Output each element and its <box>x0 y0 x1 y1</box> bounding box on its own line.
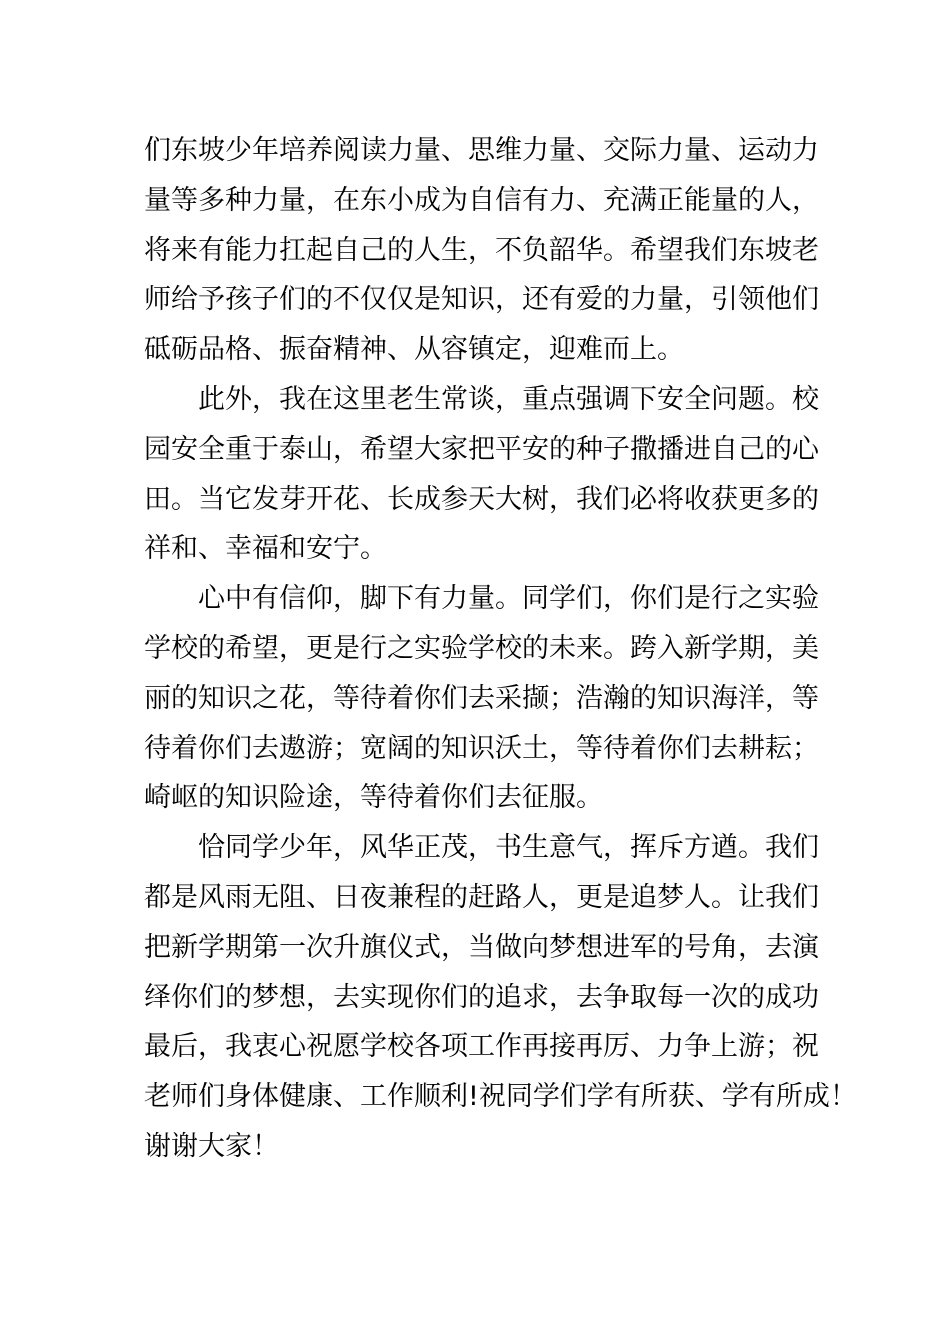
text-line: 祥和、幸福和安宁。 <box>144 533 387 565</box>
text-line: 量等多种力量，在东小成为自信有力、充满正能量的人， <box>144 184 819 216</box>
text-line: 田。当它发芽开花、长成参天大树，我们必将收获更多的 <box>144 483 819 515</box>
text-line: 绎你们的梦想，去实现你们的追求，去争取每一次的成功 <box>144 981 819 1013</box>
text-line: 待着你们去遨游；宽阔的知识沃土，等待着你们去耕耘； <box>144 732 819 764</box>
text-line: 崎岖的知识险途，等待着你们去征服。 <box>144 782 603 814</box>
document-body <box>144 126 857 1172</box>
text-line: 砥砺品格、振奋精神、从容镇定，迎难而上。 <box>144 334 684 366</box>
text-line: 学校的希望，更是行之实验学校的未来。跨入新学期，美 <box>144 632 819 664</box>
text-line: 将来有能力扛起自己的人生，不负韶华。希望我们东坡老 <box>144 234 819 266</box>
paragraph-first-line: 心中有信仰，脚下有力量。同学们，你们是行之实验 <box>198 583 819 615</box>
paragraph-first-line: 此外，我在这里老生常谈，重点强调下安全问题。校 <box>198 383 819 415</box>
text-line: 把新学期第一次升旗仪式，当做向梦想进军的号角，去演 <box>144 931 819 963</box>
text-line: 最后，我衷心祝愿学校各项工作再接再厉、力争上游；祝 <box>144 1031 819 1063</box>
text-line: 丽的知识之花，等待着你们去采撷；浩瀚的知识海洋，等 <box>144 682 819 714</box>
text-line: 老师们身体健康、工作顺利!祝同学们学有所获、学有所成！ <box>144 1081 857 1113</box>
text-line: 们东坡少年培养阅读力量、思维力量、交际力量、运动力 <box>144 135 819 166</box>
text-line: 谢谢大家！ <box>144 1130 279 1162</box>
paragraph-first-line: 恰同学少年，风华正茂，书生意气，挥斥方遒。我们 <box>198 832 819 864</box>
text-line: 都是风雨无阻、日夜兼程的赶路人，更是追梦人。让我们 <box>144 881 819 913</box>
text-line: 师给予孩子们的不仅仅是知识，还有爱的力量，引领他们 <box>144 284 819 316</box>
text-line: 园安全重于泰山，希望大家把平安的种子撒播进自己的心 <box>144 433 819 465</box>
